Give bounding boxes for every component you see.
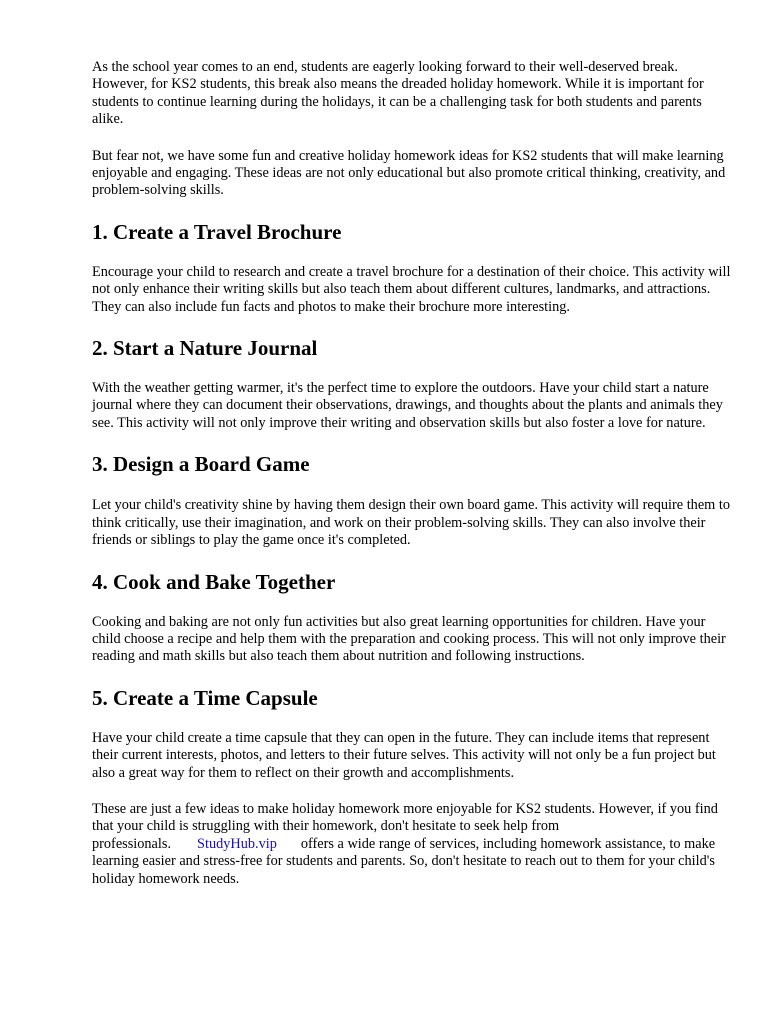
section-body-time-capsule: Have your child create a time capsule that they can open in the future. They can include items that represent their current interests, photos, and letters to their future selves. This activity will not only be a fun project but also a great way for them to reflect on their growth and accomplishments. (92, 729, 716, 781)
closing-text-after-link: offers a wide range of services, including homework assistance, to make learning easier and stress-free for students and parents. So, don't hesitate to reach out to them for your child's holiday homework needs. (92, 835, 716, 887)
section-body-travel-brochure: Encourage your child to research and create a travel brochure for a destination of their choice. This activity will not only enhance their writing skills but also teach them about different cultures, landmarks, and attractions. They can also include fun facts and photos to make their brochure more interesting. (92, 263, 731, 315)
section-body-board-game: Let your child's creativity shine by having them design their own board game. This activity will require them to think critically, use their imagination, and work on their problem-solving skills. They can also involve their friends or siblings to play the game once it's completed. (92, 497, 730, 549)
document-body (92, 59, 732, 888)
section-body-cook-bake: Cooking and baking are not only fun activities but also great learning opportunities for children. Have your child choose a recipe and help them with the preparation and cooking process. This will not only improve their reading and math skills but also teach them about nutrition and following instructions. (92, 613, 726, 665)
closing-paragraph (92, 801, 732, 888)
section-body-nature-journal: With the weather getting warmer, it's the perfect time to explore the outdoors. Have your child start a nature journal where they can document their observations, drawings, and thoughts about the plants and animals they see. This activity will not only improve their writing and observation skills but also foster a love for nature. (92, 380, 723, 431)
section-heading-board-game: 3. Design a Board Game (92, 452, 310, 477)
section-heading-time-capsule: 5. Create a Time Capsule (92, 685, 318, 710)
section-heading-nature-journal: 2. Start a Nature Journal (92, 336, 318, 361)
section-heading-travel-brochure: 1. Create a Travel Brochure (92, 219, 342, 244)
intro-paragraph-2: But fear not, we have some fun and creative holiday homework ideas for KS2 students that will make learning enjoyable and engaging. These ideas are not only educational but also promote critical thinking, creativity, and problem-solving skills. (92, 147, 726, 199)
studyhub-link[interactable]: StudyHub.vip (197, 835, 277, 852)
closing-text-before-link: These are just a few ideas to make holiday homework more enjoyable for KS2 students. However, if you find that your child is struggling with their homework, don't hesitate to seek help from professionals. (92, 800, 718, 852)
section-heading-cook-bake: 4. Cook and Bake Together (92, 569, 336, 594)
intro-paragraph-1: As the school year comes to an end, students are eagerly looking forward to their well-deserved break. However, for KS2 students, this break also means the dreaded holiday homework. While it is important for students to continue learning during the holidays, it can be a challenging task for both students and parents alike. (92, 59, 704, 128)
